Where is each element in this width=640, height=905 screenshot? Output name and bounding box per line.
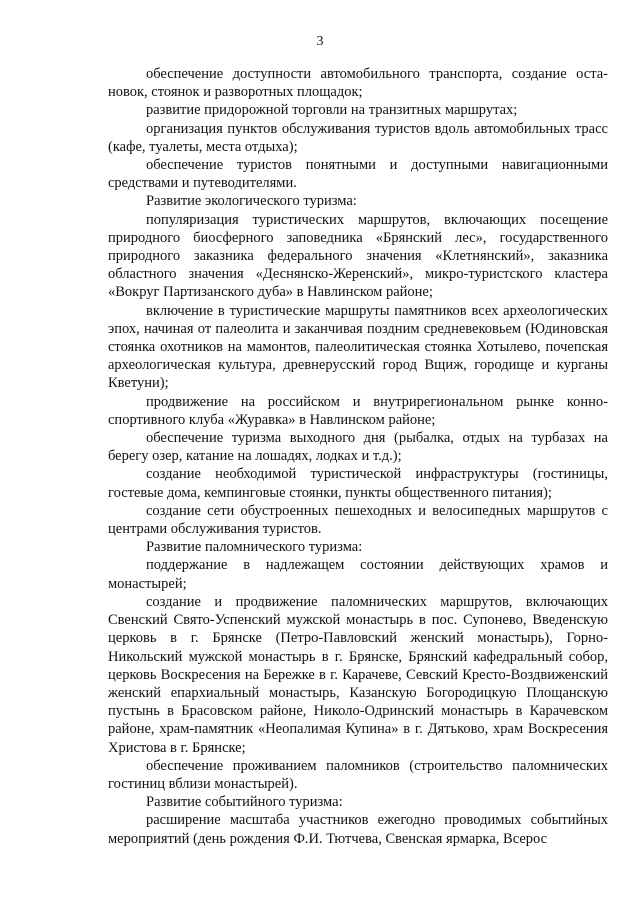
paragraph-navigation: обеспечение туристов понятными и доступными навигационными средствами и путеводителями. (108, 157, 608, 192)
paragraph-pilgrimage-routes: создание и продвижение паломнических маршрутов, включающих Свенский Свято-Успенский мужской монастырь в пос. Супонево, Введенскую церковь в г. Брянске (Петро-Павловский женский монастырь), Горно-Никольский мужской монастырь в г. Брянске, Брянский кафедральный собор, церковь Воскресения на Бережке в г. Карачеве, Севский Кресто-Воздвиженский женский епархиальный монастырь, Казанскую Богородицкую Площанскую пустынь в Брасовском районе, Николо-Одринский монастырь в Карачевском районе, храм-памятник «Неопалимая Купина» в г. Дятьково, храм Воскресения Христова в г. Брянске; (108, 593, 608, 756)
paragraph-service-points: организация пунктов обслуживания туристов вдоль автомобильных трасс (кафе, туалеты, места отдыха); (108, 120, 608, 155)
paragraph-eco-routes: популяризация туристических маршрутов, включающих посещение природного биосферного заповедника «Брянский лес», государственного природного заказника федерального значения «Клетнянский», заказника областного значения «Деснянско-Жеренский», микро-туристского кластера «Вокруг Партизанского дуба» в Навлинском районе; (108, 211, 608, 301)
heading-event-tourism: Развитие событийного туризма: (146, 794, 343, 811)
paragraph-horse-club: продвижение на российском и внутрирегиональном рынке конноспортивного клуба «Журавка» в Навлинском районе; (108, 393, 608, 428)
paragraph-infrastructure: создание необходимой туристической инфраструктуры (гостиницы, гостевые дома, кемпинговые стоянки, пункты общественного питания); (108, 466, 608, 501)
paragraph-weekend-tourism: обеспечение туризма выходного дня (рыбалка, отдых на турбазах на берегу озер, катание на лошадях, лодках и т.д.); (108, 430, 608, 465)
paragraph-temple-maintenance: поддержание в надлежащем состоянии действующих храмов и монастырей; (108, 557, 608, 592)
paragraph-event-expansion: расширение масштаба участников ежегодно проводимых событийных мероприятий (день рождения Ф.И. Тютчева, Свенская ярмарка, Всерос (108, 812, 608, 847)
paragraph-trails: создание сети обустроенных пешеходных и велосипедных маршрутов с центрами обслуживания туристов. (108, 502, 608, 538)
paragraph-transport-access: обеспечение доступности автомобильного транспорта, создание остановок, стоянок и разворотных площадок; (108, 66, 608, 101)
heading-pilgrimage-tourism: Развитие паломнического туризма: (146, 539, 363, 556)
paragraph-roadside-trade: развитие придорожной торговли на транзитных маршрутах; (146, 102, 518, 119)
paragraph-pilgrim-lodging: обеспечение проживанием паломников (строительство паломнических гостиниц вблизи монастырей). (108, 757, 608, 792)
paragraph-archaeology: включение в туристические маршруты памятников всех археологических эпох, начиная от палеолита и заканчивая поздним средневековьем (Юдиновская стоянка охотников на мамонтов, палеолитическая стоянка Хотылево, почепская археологическая культура, древнерусский город Вщиж, городище и курганы Кветуни); (108, 302, 608, 392)
page-number: 3 (316, 34, 324, 49)
document-body (108, 65, 608, 848)
heading-eco-tourism: Развитие экологического туризма: (146, 193, 357, 210)
